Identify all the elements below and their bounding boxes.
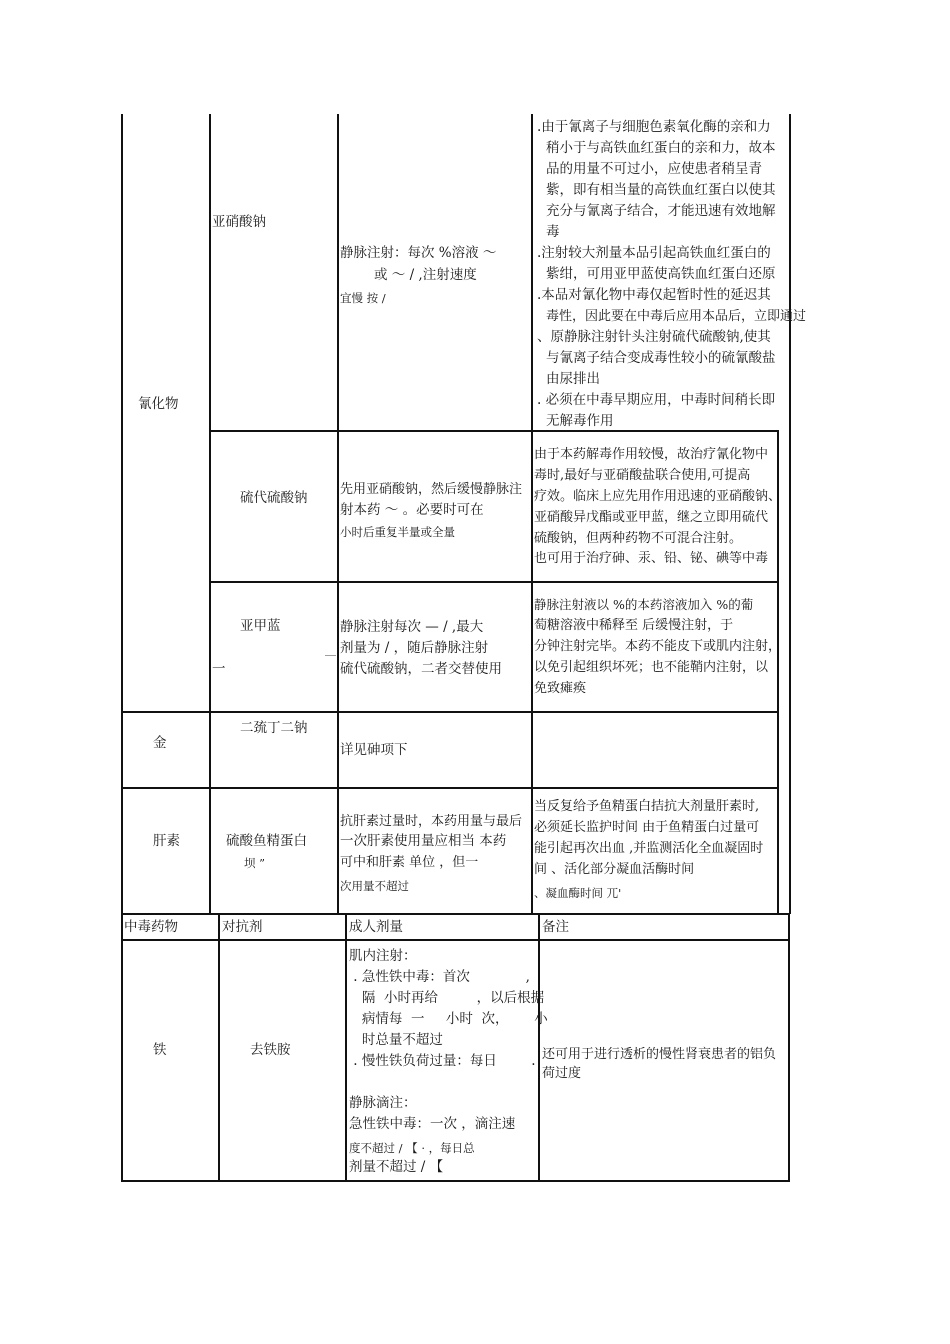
note-line: 静脉注射液以 %的本药溶液加入 %的葡 (534, 597, 754, 612)
note-line: 、原静脉注射针头注射硫代硫酸钠,使其 (537, 329, 771, 345)
header-remarks: 备注 (542, 919, 569, 935)
note-line: 必须延长监护时间 由于鱼精蛋白过量可 (534, 820, 760, 835)
note-line: .注射较大剂量本品引起高铁血红蛋白的 (537, 245, 771, 261)
header-poison: 中毒药物 (124, 919, 178, 935)
note-line: 毒性，因此要在中毒后应用本品后，立即通过 (546, 309, 807, 324)
poison-iron: 铁 (153, 1042, 167, 1058)
antidote-deferoxamine: 去铁胺 (250, 1042, 291, 1058)
note-line: 还可用于进行透析的慢性肾衰患者的铝负 (542, 1047, 777, 1062)
note-line: 能引起再次出血 ,并监测活化全血凝固时 (534, 841, 764, 856)
note-line: 品的用量不可过小，应使患者稍呈青 (546, 161, 762, 177)
note-line: 疗效。临床上应先用作用迅速的亚硝酸钠、 (534, 489, 782, 504)
note-line: 硫酸钠，但两种药物不可混合注射。 (534, 531, 743, 546)
dose-line: 急性铁中毒：一次 ，滴注速 (349, 1116, 516, 1132)
dose-line: . 慢性铁负荷过量：每日 . (349, 1053, 536, 1069)
dose-line: 静脉注射每次 — / ,最大 (340, 619, 484, 635)
note-line: 毒 (546, 224, 560, 240)
antidote-subtext: 坝 ” (244, 856, 266, 870)
note-line: .本品对氰化物中毒仅起暂时性的延迟其 (537, 287, 771, 303)
note-line: 荷过度 (542, 1066, 582, 1081)
note-line: 分钟注射完毕。本药不能皮下或肌内注射， (534, 639, 782, 654)
note-line: 亚硝酸异戊酯或亚甲蓝，继之立即用硫代 (534, 510, 769, 525)
note-line: 由于本药解毒作用较慢，故治疗氰化物中 (534, 447, 769, 462)
note-line: 、凝血酶时间 兀' (534, 886, 622, 900)
dose-line: 次用量不超过 (340, 879, 409, 893)
dose-line: 病情每 一 小时 次， 小 (349, 1011, 548, 1027)
dose-line: 剂量不超过 / 【 (349, 1159, 444, 1175)
antidote-sodium-thiosulfate: 硫代硫酸钠 (240, 490, 308, 506)
dose-line: 静脉滴注： (349, 1095, 417, 1111)
dose-line: 可中和肝素 单位 ，但一 (340, 855, 479, 870)
dose-line: . 急性铁中毒：首次 , (349, 969, 530, 985)
note-line: 毒时,最好与亚硝酸盐联合使用,可提高 (534, 468, 751, 483)
antidote-sodium-nitrite: 亚硝酸钠 (212, 214, 266, 230)
note-line: 萄糖溶液中稀释至 后缓慢注射，于 (534, 618, 734, 633)
note-line: .由于氰离子与细胞色素氧化酶的亲和力 (537, 119, 771, 135)
antidote-dmsa-sodium: 二巯丁二钠 (240, 720, 308, 736)
note-line: 也可用于治疗砷、汞、铅、铋、碘等中毒 (534, 551, 769, 566)
dose-line: 隔 小时再给 ，以后根据 (349, 990, 545, 1006)
poison-cyanide: 氰化物 (138, 396, 179, 412)
poison-heparin: 肝素 (153, 833, 180, 849)
dose-gold: 详见砷项下 (340, 742, 408, 758)
note-line: 紫绀，可用亚甲蓝使高铁血红蛋白还原 (546, 266, 776, 282)
note-line: 稍小于与高铁血红蛋白的亲和力，故本 (546, 140, 776, 156)
dose-line: 硫代硫酸钠，二者交替使用 (340, 661, 502, 677)
dose-line: 抗肝素过量时，本药用量与最后 (340, 814, 523, 829)
header-adult-dose: 成人剂量 (349, 919, 403, 935)
note-line: . 必须在中毒早期应用，中毒时间稍长即 (537, 392, 776, 408)
note-line: 充分与氰离子结合，才能迅速有效地解 (546, 203, 776, 219)
dash-mark: 一 (212, 661, 226, 677)
antidote-methylene-blue: 亚甲蓝 (240, 618, 281, 634)
header-antidote: 对抗剂 (222, 919, 263, 935)
dose-line: 宜慢 按 / (340, 291, 386, 305)
note-line: 与氰离子结合变成毒性较小的硫氰酸盐 (546, 350, 776, 366)
note-line: 由尿排出 (546, 371, 600, 387)
dose-line: 或 ～ / ,注射速度 (374, 267, 477, 283)
poison-gold: 金 (153, 735, 167, 751)
note-line: 间 、活化部分凝血活酶时间 (534, 862, 695, 877)
dash-mark: ＿ (325, 644, 336, 657)
note-line: 无解毒作用 (546, 413, 614, 429)
note-line: 免致瘫痪 (534, 681, 587, 696)
dose-line: 先用亚硝酸钠，然后缓慢静脉注 (340, 482, 523, 497)
dose-line: 度不超过 / 【 · ，每日总 (349, 1141, 475, 1155)
note-line: 以免引起组织坏死；也不能鞘内注射，以 (534, 660, 769, 675)
note-line: 紫，即有相当量的高铁血红蛋白以使其 (546, 182, 776, 198)
dose-line: 静脉注射：每次 %溶液 ～ (340, 245, 497, 261)
dose-line: 肌内注射： (349, 948, 417, 964)
antidote-protamine-sulfate: 硫酸鱼精蛋白 (226, 833, 307, 849)
dose-line: 小时后重复半量或全量 (340, 525, 455, 539)
dose-line: 一次肝素使用量应相当 本药 (340, 833, 507, 849)
dose-line: 时总量不超过 (349, 1032, 443, 1048)
dose-line: 剂量为 / ，随后静脉注射 (340, 640, 489, 656)
dose-line: 射本药 ～ 。必要时可在 (340, 502, 484, 518)
note-line: 当反复给予鱼精蛋白拮抗大剂量肝素时, (534, 799, 760, 814)
